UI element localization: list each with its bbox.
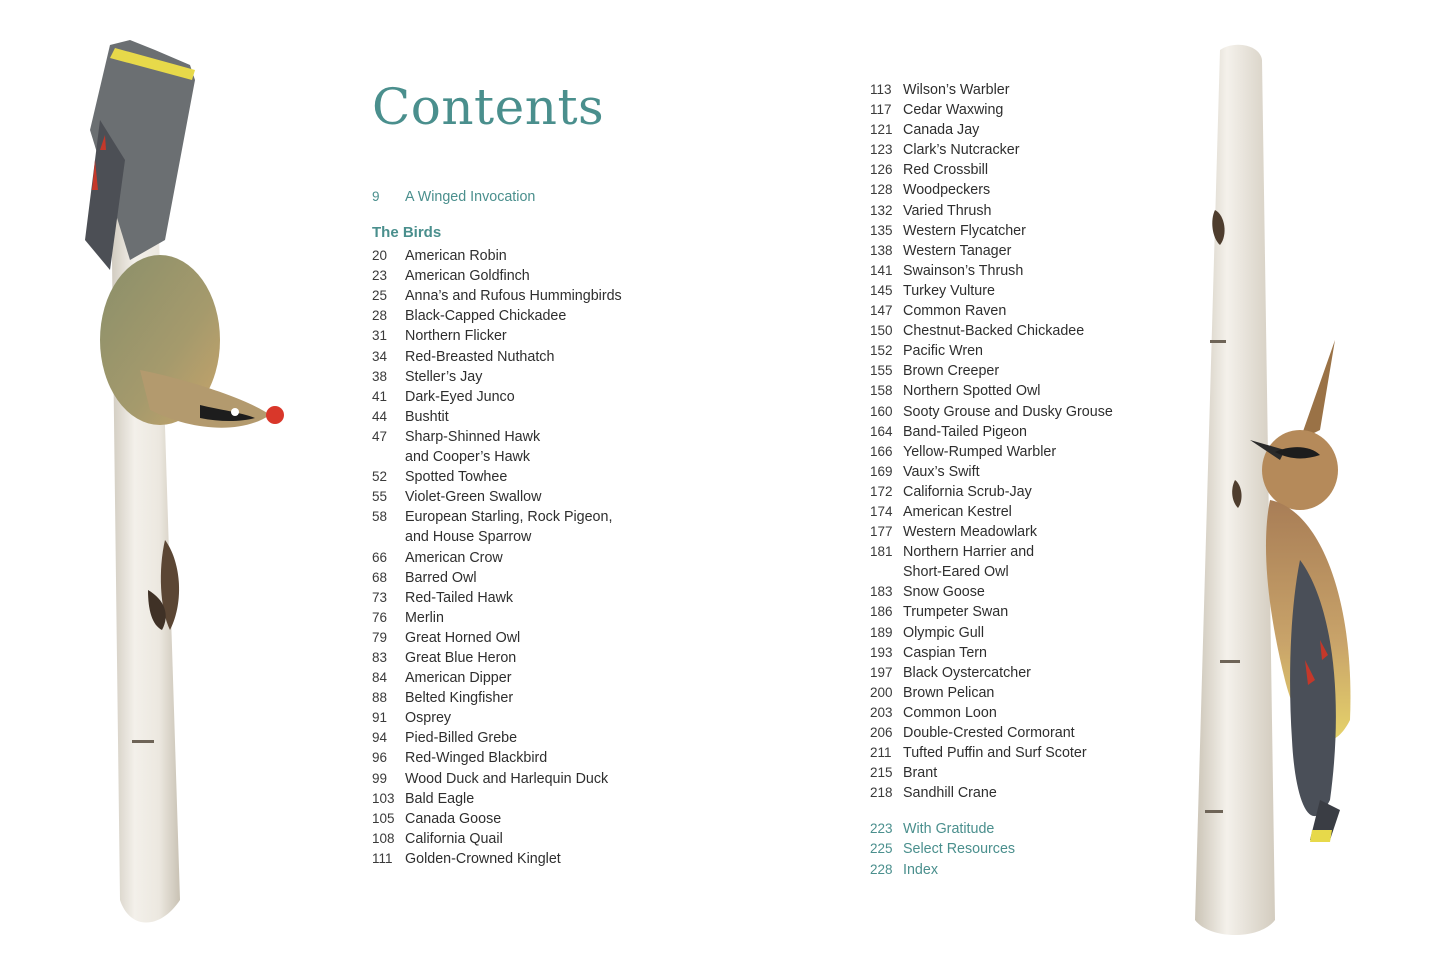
toc-entry[interactable] xyxy=(372,367,692,387)
toc-page-number: 174 xyxy=(870,503,893,519)
toc-page-number: 150 xyxy=(870,323,893,339)
toc-entry-title: Short-Eared Owl xyxy=(903,564,1009,581)
toc-entry-title: Great Horned Owl xyxy=(405,629,521,646)
toc-entry[interactable] xyxy=(870,763,1200,783)
toc-entry-title: Index xyxy=(903,861,938,878)
toc-page-number: 34 xyxy=(372,348,388,364)
toc-page-number: 113 xyxy=(870,82,892,97)
toc-page-number: 38 xyxy=(372,368,388,384)
toc-entry[interactable] xyxy=(870,321,1200,341)
toc-page-number: 206 xyxy=(870,725,893,740)
toc-entry-title: Brant xyxy=(903,765,938,782)
toc-page-number: 138 xyxy=(870,242,893,258)
toc-entry[interactable] xyxy=(870,120,1200,140)
toc-page-number: 96 xyxy=(372,750,388,766)
toc-entry[interactable] xyxy=(870,839,1200,859)
toc-page-number: 117 xyxy=(870,102,892,118)
toc-entry[interactable] xyxy=(372,387,692,407)
toc-entry-title: Bald Eagle xyxy=(405,790,475,807)
toc-entry[interactable] xyxy=(870,160,1200,180)
toc-page-number: 123 xyxy=(870,142,893,158)
toc-page-number: 164 xyxy=(870,423,893,439)
toc-entry[interactable] xyxy=(870,281,1200,301)
toc-page-number: 147 xyxy=(870,303,893,319)
toc-entry-title: Violet-Green Swallow xyxy=(405,489,542,506)
toc-entry[interactable] xyxy=(870,602,1200,622)
toc-entry-title: Sharp-Shinned Hawk xyxy=(405,428,541,445)
toc-entry[interactable] xyxy=(372,447,692,467)
toc-entry-title: Western Meadowlark xyxy=(903,524,1038,541)
toc-entry[interactable] xyxy=(372,708,692,728)
toc-page-number: 79 xyxy=(372,629,388,645)
toc-entry-title: Canada Jay xyxy=(903,122,980,139)
toc-entry-title: Yellow-Rumped Warbler xyxy=(903,443,1057,460)
toc-page-number: 181 xyxy=(870,544,893,560)
intro-title: A Winged Invocation xyxy=(405,189,536,205)
toc-page-number: 84 xyxy=(372,670,388,686)
toc-entry-title: Varied Thrush xyxy=(903,202,992,219)
toc-entry[interactable] xyxy=(870,663,1200,683)
toc-entry-title: Trumpeter Swan xyxy=(903,604,1009,621)
toc-entry[interactable] xyxy=(372,849,692,869)
birch-trunk-right xyxy=(1195,45,1275,935)
toc-entry-title: Northern Flicker xyxy=(405,328,507,345)
toc-page-number: 55 xyxy=(372,489,388,505)
toc-entry-title: Common Loon xyxy=(903,704,997,721)
toc-page-number: 52 xyxy=(372,469,388,485)
toc-page-number: 215 xyxy=(870,765,893,781)
toc-entry-title: Pacific Wren xyxy=(903,343,983,360)
toc-entry[interactable] xyxy=(870,819,1200,839)
toc-entry[interactable] xyxy=(870,562,1200,582)
toc-entry-title: Western Flycatcher xyxy=(903,222,1026,239)
toc-page-number: 47 xyxy=(372,428,388,444)
toc-entry[interactable] xyxy=(870,860,1200,880)
toc-page-number: 145 xyxy=(870,282,893,298)
berry-icon xyxy=(266,406,284,424)
spacer xyxy=(870,803,1200,819)
toc-entry[interactable] xyxy=(870,301,1200,321)
toc-page-number: 228 xyxy=(870,861,893,877)
toc-entry[interactable] xyxy=(372,769,692,789)
toc-page-number: 68 xyxy=(372,569,388,585)
toc-page-number: 155 xyxy=(870,363,893,379)
toc-page-number: 73 xyxy=(372,589,388,605)
toc-page-number: 132 xyxy=(870,202,893,218)
toc-entry[interactable] xyxy=(870,783,1200,803)
toc-entry[interactable] xyxy=(870,542,1200,562)
toc-page-number: 31 xyxy=(372,328,388,344)
toc-entry[interactable] xyxy=(870,703,1200,723)
toc-page-number: 211 xyxy=(870,745,892,761)
toc-entry-title: Pied-Billed Grebe xyxy=(405,730,518,747)
toc-entry[interactable] xyxy=(870,201,1200,221)
waxwing-tail-left xyxy=(85,40,195,270)
toc-page-number: 169 xyxy=(870,463,893,479)
toc-entry-title: Belted Kingfisher xyxy=(405,690,514,707)
toc-entry-title: Merlin xyxy=(405,609,444,626)
toc-page-number: 99 xyxy=(372,770,388,786)
toc-page-number: 103 xyxy=(372,790,395,806)
toc-page-number: 126 xyxy=(870,162,893,178)
toc-page-number: 76 xyxy=(372,609,388,625)
toc-entry-title: Sooty Grouse and Dusky Grouse xyxy=(903,403,1113,420)
toc-entry[interactable] xyxy=(372,809,692,829)
toc-entry[interactable] xyxy=(870,582,1200,602)
toc-entry-title: and House Sparrow xyxy=(405,529,532,546)
toc-entry[interactable] xyxy=(372,326,692,346)
toc-entry-title: Clark’s Nutcracker xyxy=(903,142,1020,159)
toc-entry-title: American Robin xyxy=(405,248,507,265)
toc-entry[interactable] xyxy=(870,261,1200,281)
toc-page-number: 111 xyxy=(372,850,393,866)
toc-entry-title: European Starling, Rock Pigeon, xyxy=(405,509,613,526)
toc-entry-title: Dark-Eyed Junco xyxy=(405,388,515,405)
toc-entry-title: California Quail xyxy=(405,830,503,847)
toc-entry-title: California Scrub-Jay xyxy=(903,483,1032,500)
toc-entry[interactable] xyxy=(372,467,692,487)
toc-entry-title: Band-Tailed Pigeon xyxy=(903,423,1027,440)
toc-page-number: 58 xyxy=(372,509,388,525)
toc-entry-title: Red-Breasted Nuthatch xyxy=(405,348,555,365)
toc-entry[interactable] xyxy=(870,422,1200,442)
toc-entry[interactable] xyxy=(870,80,1200,100)
toc-entry-title: Northern Harrier and xyxy=(903,544,1035,561)
toc-entry-title: Spotted Towhee xyxy=(405,469,508,486)
toc-entry[interactable] xyxy=(372,588,692,608)
toc-entry-title: Black-Capped Chickadee xyxy=(405,308,567,325)
toc-page-number: 105 xyxy=(372,810,395,826)
toc-entry[interactable] xyxy=(372,548,692,568)
toc-entry-title: Turkey Vulture xyxy=(903,282,995,299)
toc-page-number: 186 xyxy=(870,604,893,620)
toc-entry-title: American Kestrel xyxy=(903,503,1012,520)
toc-entry-title: Snow Goose xyxy=(903,584,985,601)
section-heading-the-birds: The Birds xyxy=(372,224,442,242)
toc-entry-title: Western Tanager xyxy=(903,242,1012,259)
toc-entry[interactable] xyxy=(372,829,692,849)
toc-entry[interactable] xyxy=(870,502,1200,522)
toc-page-number: 158 xyxy=(870,383,893,399)
toc-page-number: 177 xyxy=(870,524,893,540)
toc-entry[interactable] xyxy=(372,748,692,768)
toc-entry-title: Vaux’s Swift xyxy=(903,463,980,480)
toc-entry[interactable] xyxy=(870,723,1200,743)
toc-entry[interactable] xyxy=(372,347,692,367)
toc-page-number: 88 xyxy=(372,690,388,706)
toc-entry-title: Select Resources xyxy=(903,841,1016,858)
toc-entry[interactable] xyxy=(372,728,692,748)
toc-page-number: 23 xyxy=(372,268,388,284)
toc-page-number: 91 xyxy=(372,710,388,726)
toc-page-number: 41 xyxy=(372,388,388,404)
toc-entry-title: American Crow xyxy=(405,549,503,566)
toc-entry[interactable] xyxy=(372,789,692,809)
toc-page-number: 218 xyxy=(870,785,893,801)
toc-entry[interactable] xyxy=(372,628,692,648)
toc-entry-title: American Goldfinch xyxy=(405,268,530,285)
toc-page-number: 189 xyxy=(870,624,893,640)
toc-page-number: 28 xyxy=(372,308,388,324)
toc-entry-title: Wood Duck and Harlequin Duck xyxy=(405,770,609,787)
toc-page-number: 135 xyxy=(870,222,893,238)
toc-page-number: 44 xyxy=(372,408,388,424)
toc-entry-title: Steller’s Jay xyxy=(405,368,483,385)
toc-page-number: 94 xyxy=(372,730,388,746)
toc-entry[interactable] xyxy=(870,402,1200,422)
toc-entry-title: Northern Spotted Owl xyxy=(903,383,1041,400)
intro-page-number: 9 xyxy=(372,189,380,204)
toc-page-number: 225 xyxy=(870,841,893,857)
toc-page-number: 166 xyxy=(870,443,893,459)
toc-page-number: 200 xyxy=(870,684,893,700)
toc-entry[interactable] xyxy=(870,683,1200,703)
toc-entry[interactable] xyxy=(372,527,692,547)
toc-entry[interactable] xyxy=(372,266,692,286)
waxwing-body-left xyxy=(100,255,284,428)
toc-entry[interactable] xyxy=(870,743,1200,763)
toc-entry-title: Woodpeckers xyxy=(903,182,991,199)
toc-entry-title: Wilson’s Warbler xyxy=(903,82,1010,98)
toc-page-number: 25 xyxy=(372,288,388,304)
toc-entry-title: Sandhill Crane xyxy=(903,785,997,802)
intro-entry[interactable] xyxy=(372,187,692,207)
toc-entry[interactable] xyxy=(870,442,1200,462)
toc-entry[interactable] xyxy=(372,306,692,326)
toc-entry[interactable] xyxy=(372,568,692,588)
toc-entry[interactable] xyxy=(372,608,692,628)
toc-entry-title: Double-Crested Cormorant xyxy=(903,725,1075,741)
toc-entry-title: Common Raven xyxy=(903,303,1007,320)
toc-entry-title: With Gratitude xyxy=(903,821,995,838)
toc-entry-title: Caspian Tern xyxy=(903,644,987,661)
toc-entry-title: Canada Goose xyxy=(405,810,502,827)
toc-entry-title: Swainson’s Thrush xyxy=(903,262,1024,279)
toc-page-number: 172 xyxy=(870,483,893,499)
toc-entry[interactable] xyxy=(372,246,692,266)
toc-entry-title: Red-Tailed Hawk xyxy=(405,589,514,606)
toc-entry-title: American Dipper xyxy=(405,670,512,687)
toc-entry-title: and Cooper’s Hawk xyxy=(405,449,531,466)
toc-entry[interactable] xyxy=(870,140,1200,160)
toc-entry[interactable] xyxy=(870,522,1200,542)
toc-entry[interactable] xyxy=(870,100,1200,120)
toc-page-number: 20 xyxy=(372,248,388,264)
toc-entry[interactable] xyxy=(870,482,1200,502)
toc-entry[interactable] xyxy=(372,487,692,507)
toc-entry[interactable] xyxy=(870,462,1200,482)
toc-page-number: 121 xyxy=(870,122,893,138)
toc-entry-title: Brown Creeper xyxy=(903,363,1000,380)
toc-entry-title: Golden-Crowned Kinglet xyxy=(405,850,561,867)
toc-entry[interactable] xyxy=(870,623,1200,643)
left-entry-list xyxy=(372,246,692,869)
toc-page-number: 66 xyxy=(372,549,388,565)
toc-entry-title: Cedar Waxwing xyxy=(903,102,1004,119)
toc-page-number: 152 xyxy=(870,343,893,359)
toc-entry-title: Black Oystercatcher xyxy=(903,664,1031,681)
toc-entry-title: Bushtit xyxy=(405,408,449,425)
toc-page-number: 193 xyxy=(870,644,893,660)
right-entry-list xyxy=(870,80,1200,803)
waxwing-right-illustration xyxy=(1180,40,1380,940)
toc-entry-title: Tufted Puffin and Surf Scoter xyxy=(903,745,1087,762)
toc-entry-title: Brown Pelican xyxy=(903,684,995,701)
toc-entry[interactable] xyxy=(870,241,1200,261)
toc-entry[interactable] xyxy=(372,427,692,447)
toc-page-number: 223 xyxy=(870,821,893,837)
toc-entry-title: Osprey xyxy=(405,710,452,727)
back-matter-list xyxy=(870,819,1200,879)
toc-entry[interactable] xyxy=(372,407,692,427)
toc-page-number: 141 xyxy=(870,262,893,278)
toc-entry-title: Anna’s and Rufous Hummingbirds xyxy=(405,288,622,305)
waxwing-left-illustration xyxy=(70,40,290,940)
toc-entry-title: Barred Owl xyxy=(405,569,477,586)
toc-entry[interactable] xyxy=(372,648,692,668)
page-title: Contents xyxy=(372,78,605,136)
toc-entry[interactable] xyxy=(870,341,1200,361)
toc-page-number: 183 xyxy=(870,584,893,600)
toc-page-number: 160 xyxy=(870,403,893,419)
toc-entry[interactable] xyxy=(372,286,692,306)
toc-entry[interactable] xyxy=(870,381,1200,401)
toc-entry-title: Chestnut-Backed Chickadee xyxy=(903,323,1085,340)
toc-entry[interactable] xyxy=(870,643,1200,663)
toc-entry-title: Great Blue Heron xyxy=(405,649,517,666)
contents-column-left xyxy=(372,187,692,869)
toc-page-number: 108 xyxy=(372,830,395,846)
toc-entry-title: Red Crossbill xyxy=(903,162,989,179)
toc-entry-title: Red-Winged Blackbird xyxy=(405,750,548,767)
toc-entry[interactable] xyxy=(372,668,692,688)
toc-entry[interactable] xyxy=(870,221,1200,241)
toc-entry[interactable] xyxy=(870,180,1200,200)
toc-entry[interactable] xyxy=(372,688,692,708)
toc-entry[interactable] xyxy=(870,361,1200,381)
contents-column-right xyxy=(870,80,1200,880)
toc-page-number: 203 xyxy=(870,704,893,720)
toc-page-number: 197 xyxy=(870,664,893,680)
toc-entry[interactable] xyxy=(372,507,692,527)
toc-page-number: 83 xyxy=(372,649,388,665)
toc-page-number: 128 xyxy=(870,182,893,198)
toc-entry-title: Olympic Gull xyxy=(903,624,985,641)
